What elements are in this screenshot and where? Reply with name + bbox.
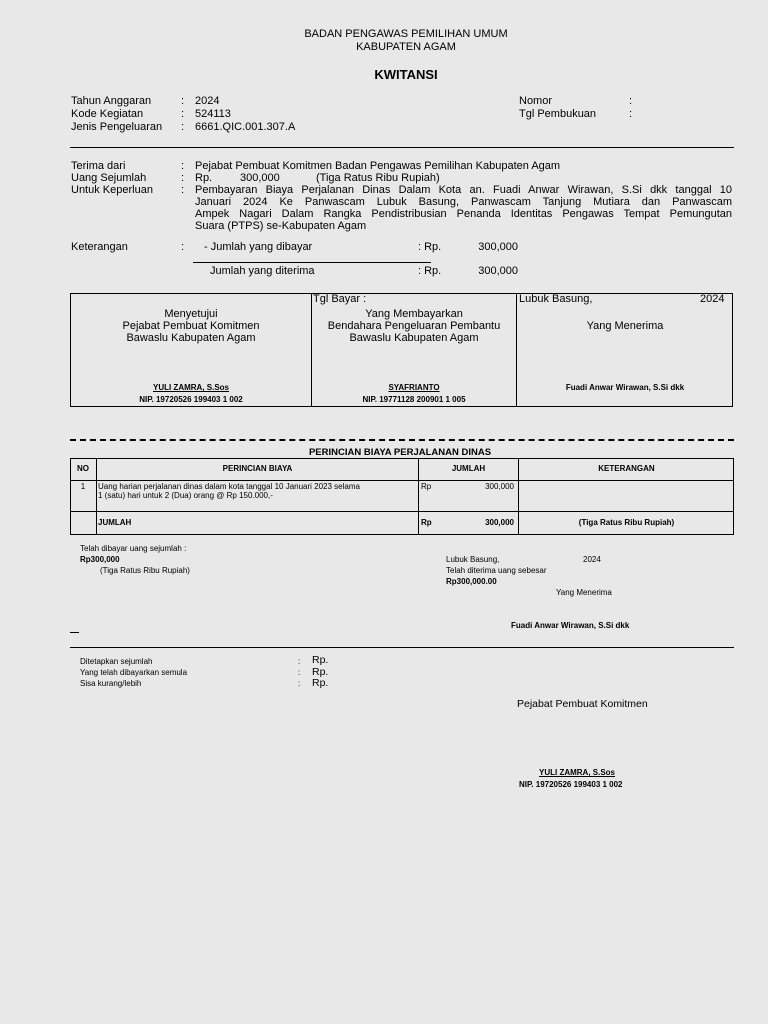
rincian-total-label: JUMLAH bbox=[98, 518, 132, 527]
keperluan-line3: Ampek Nagari Dalam Rangka Pendistribusian Penanda Identitas Pengawas Tempat Pemungutan bbox=[195, 208, 732, 220]
uang-rp: Rp. bbox=[195, 172, 213, 184]
dibayar-rp: : Rp. bbox=[418, 241, 442, 253]
rincian-row-rp: Rp bbox=[421, 482, 432, 491]
keperluan-line1: Pembayaran Biaya Perjalanan Dinas Dalam Kota an. Fuadi Anwar Wirawan, S.Si dkk tanggal 10 bbox=[195, 184, 732, 196]
receipt-place: Lubuk Basung, bbox=[446, 555, 500, 564]
payer-title: Bendahara Pengeluaran Pembantu bbox=[327, 320, 501, 332]
separator-line bbox=[70, 147, 734, 148]
keperluan-colon: : bbox=[181, 184, 185, 196]
telah-dibayar-words: (Tiga Ratus Ribu Rupiah) bbox=[100, 566, 190, 575]
jenis-label: Jenis Pengeluaran bbox=[71, 121, 163, 133]
receiver-year: 2024 bbox=[700, 293, 725, 305]
terima-colon: : bbox=[181, 160, 185, 172]
kode-colon: : bbox=[181, 108, 185, 120]
settlement-separator-line bbox=[70, 647, 734, 648]
diterima-amount: 300,000 bbox=[478, 265, 518, 277]
sisa-label: Sisa kurang/lebih bbox=[80, 679, 142, 688]
receiver-place: Lubuk Basung, bbox=[519, 293, 593, 305]
terima-label: Terima dari bbox=[71, 160, 126, 172]
telah-diterima-label: Telah diterima uang sebesar bbox=[446, 566, 547, 575]
tgl-pembukuan-colon: : bbox=[629, 108, 633, 120]
tgl-bayar-label: Tgl Bayar : bbox=[313, 293, 367, 305]
sisa-rp: Rp. bbox=[312, 677, 329, 689]
ppk-name: YULI ZAMRA, S.Sos bbox=[539, 768, 616, 777]
dibayarkan-semula-colon: : bbox=[298, 668, 301, 677]
approver-name: YULI ZAMRA, S.Sos bbox=[152, 383, 229, 392]
payer-heading: Yang Membayarkan bbox=[365, 308, 463, 320]
receipt-year: 2024 bbox=[583, 555, 601, 564]
ppk-title: Pejabat Pembuat Komitmen bbox=[517, 698, 648, 710]
rincian-row-desc-line2: 1 (satu) hari untuk 2 (Dua) orang @ Rp 150.000,- bbox=[98, 491, 273, 500]
diterima-label: Jumlah yang diterima bbox=[210, 265, 315, 277]
rincian-total-line bbox=[70, 511, 734, 512]
uang-colon: : bbox=[181, 172, 185, 184]
rincian-total-rp: Rp bbox=[421, 518, 432, 527]
cut-line bbox=[70, 439, 734, 441]
sisa-colon: : bbox=[298, 679, 301, 688]
receipt-nama-penerima: Fuadi Anwar Wirawan, S.Si dkk bbox=[511, 621, 630, 630]
dibayar-amount: 300,000 bbox=[478, 241, 518, 253]
telah-diterima-amount: Rp300,000.00 bbox=[446, 577, 497, 586]
tahun-colon: : bbox=[181, 95, 185, 107]
rincian-row-no: 1 bbox=[80, 482, 86, 491]
approver-nip: NIP. 19720526 199403 1 002 bbox=[139, 395, 243, 404]
keterangan-colon: : bbox=[181, 241, 185, 253]
ditetapkan-label: Ditetapkan sejumlah bbox=[80, 657, 153, 666]
org-name-line1: BADAN PENGAWAS PEMILIHAN UMUM bbox=[304, 28, 508, 40]
rincian-total-words: (Tiga Ratus Ribu Rupiah) bbox=[578, 518, 675, 527]
receipt-yang-menerima: Yang Menerima bbox=[556, 588, 612, 597]
rincian-header-jumlah: JUMLAH bbox=[451, 464, 486, 473]
receiver-heading: Yang Menerima bbox=[586, 320, 664, 332]
kode-label: Kode Kegiatan bbox=[71, 108, 144, 120]
ditetapkan-rp: Rp. bbox=[312, 654, 329, 666]
jenis-value: 6661.QIC.001.307.A bbox=[195, 121, 296, 133]
kode-value: 524113 bbox=[195, 108, 231, 120]
diterima-rp: : Rp. bbox=[418, 265, 442, 277]
tahun-value: 2024 bbox=[195, 95, 220, 107]
uang-amount: 300,000 bbox=[240, 172, 280, 184]
org-name-line2: KABUPATEN AGAM bbox=[356, 41, 456, 53]
jenis-colon: : bbox=[181, 121, 185, 133]
tahun-label: Tahun Anggaran bbox=[71, 95, 152, 107]
keperluan-line4: Suara (PTPS) se-Kabupaten Agam bbox=[195, 220, 367, 232]
uang-words: (Tiga Ratus Ribu Rupiah) bbox=[316, 172, 440, 184]
rincian-header-no: NO bbox=[77, 464, 89, 473]
nomor-label: Nomor bbox=[519, 95, 553, 107]
rincian-row-desc-line1: Uang harian perjalanan dinas dalam kota tanggal 10 Januari 2023 selama bbox=[98, 482, 360, 491]
payer-nip: NIP. 19771128 200901 1 005 bbox=[362, 395, 466, 404]
sum-line bbox=[193, 262, 431, 263]
payer-name: SYAFRIANTO bbox=[388, 383, 440, 392]
dibayarkan-semula-rp: Rp. bbox=[312, 666, 329, 678]
approver-heading: Menyetujui bbox=[164, 308, 218, 320]
rincian-header-keterangan: KETERANGAN bbox=[598, 464, 655, 473]
rincian-title: PERINCIAN BIAYA PERJALANAN DINAS bbox=[308, 447, 492, 458]
uang-label: Uang Sejumlah bbox=[71, 172, 147, 184]
dibayar-label: - Jumlah yang dibayar bbox=[204, 241, 313, 253]
rincian-row-amount: 300,000 bbox=[485, 482, 514, 491]
ppk-nip: NIP. 19720526 199403 1 002 bbox=[519, 780, 623, 789]
ditetapkan-colon: : bbox=[298, 657, 301, 666]
document-title: KWITANSI bbox=[374, 67, 438, 82]
rincian-header-perincian: PERINCIAN BIAYA bbox=[222, 464, 293, 473]
dibayarkan-semula-label: Yang telah dibayarkan semula bbox=[80, 668, 188, 677]
keterangan-label: Keterangan bbox=[71, 241, 128, 253]
approver-title: Pejabat Pembuat Komitmen bbox=[122, 320, 260, 332]
telah-dibayar-amount: Rp300,000 bbox=[80, 555, 120, 564]
approver-office: Bawaslu Kabupaten Agam bbox=[126, 332, 256, 344]
telah-dibayar-label: Telah dibayar uang sejumlah : bbox=[80, 544, 187, 553]
terima-value: Pejabat Pembuat Komitmen Badan Pengawas Pemilihan Kabupaten Agam bbox=[195, 160, 561, 172]
rincian-header-line bbox=[70, 480, 734, 481]
nomor-colon: : bbox=[629, 95, 633, 107]
keperluan-label: Untuk Keperluan bbox=[71, 184, 153, 196]
short-mark-line bbox=[70, 632, 79, 633]
tgl-pembukuan-label: Tgl Pembukuan bbox=[519, 108, 597, 120]
keperluan-line2: Januari 2024 Ke Panwascam Lubuk Basung, Panwascam Tanjung Mutiara dan Panwascam bbox=[195, 196, 732, 208]
rincian-total-amount: 300,000 bbox=[485, 518, 514, 527]
payer-office: Bawaslu Kabupaten Agam bbox=[349, 332, 479, 344]
receiver-name: Fuadi Anwar Wirawan, S.Si dkk bbox=[565, 383, 685, 392]
